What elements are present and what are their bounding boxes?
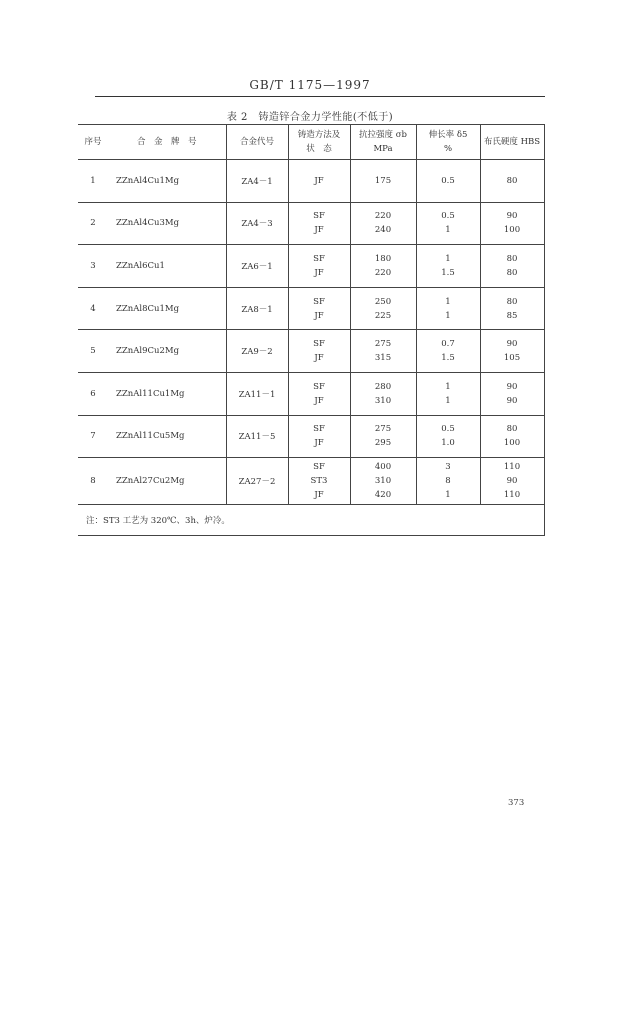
table-row <box>78 245 544 288</box>
alloy-grade-cell: ZZnAl4Cu1Mg <box>108 160 226 203</box>
tensile-cell-value: 310 <box>374 395 392 406</box>
hardness-cell-value: 80 <box>506 175 518 186</box>
elongation-cell-value: 1.5 <box>441 353 455 364</box>
table-row <box>78 372 544 415</box>
table-row <box>78 202 544 245</box>
seq-cell: 5 <box>78 330 108 373</box>
hardness-cell-value: 105 <box>503 353 521 364</box>
tensile-cell-value: 420 <box>374 490 392 501</box>
method-cell-value: JF <box>314 353 324 364</box>
hardness-cell <box>480 245 544 288</box>
hardness-cell <box>480 372 544 415</box>
elongation-cell-value: 1 <box>445 395 451 406</box>
tensile-cell <box>350 202 416 245</box>
hardness-cell <box>480 458 544 505</box>
tensile-cell <box>350 458 416 505</box>
elongation-cell-value: 1 <box>445 225 451 236</box>
method-cell-value: SF <box>313 339 325 350</box>
tensile-cell-value: 175 <box>374 175 392 186</box>
tensile-cell-value: 295 <box>374 438 392 449</box>
tensile-cell <box>350 415 416 458</box>
alloy-grade-cell: ZZnAl27Cu2Mg <box>108 458 226 505</box>
method-cell-value: JF <box>314 310 324 321</box>
col-header-elongation <box>416 125 480 160</box>
table-row <box>78 330 544 373</box>
method-cell-value: SF <box>313 211 325 222</box>
alloy-grade-cell: ZZnAl8Cu1Mg <box>108 287 226 330</box>
elongation-cell <box>416 330 480 373</box>
hardness-cell-value: 80 <box>506 424 518 435</box>
alloy-code-cell: ZA8－1 <box>226 287 288 330</box>
table-note-row <box>78 505 544 536</box>
elongation-cell-value: 0.5 <box>441 424 455 435</box>
elongation-cell-value: 1.5 <box>441 267 455 278</box>
table-row <box>78 160 544 203</box>
elongation-cell <box>416 160 480 203</box>
standard-code: GB/T 1175—1997 <box>249 78 371 92</box>
col-header-tensile-line2: MPa <box>373 144 393 154</box>
elongation-cell <box>416 458 480 505</box>
elongation-cell <box>416 202 480 245</box>
header-rule <box>95 96 545 97</box>
hardness-cell-value: 110 <box>503 490 521 501</box>
hardness-cell <box>480 287 544 330</box>
seq-cell: 7 <box>78 415 108 458</box>
alloy-code-cell: ZA6－1 <box>226 245 288 288</box>
col-header-tensile-line1: 抗拉强度 σb <box>359 130 407 140</box>
col-header-method <box>288 125 350 160</box>
tensile-cell-value: 280 <box>374 381 392 392</box>
table-row <box>78 287 544 330</box>
col-header-elongation-line2: % <box>443 144 453 154</box>
col-header-hardness: 布氏硬度 HBS <box>480 125 544 160</box>
method-cell <box>288 330 350 373</box>
hardness-cell-value: 80 <box>506 253 518 264</box>
tensile-cell-value: 275 <box>374 339 392 350</box>
elongation-cell-value: 0.7 <box>441 339 455 350</box>
method-cell <box>288 245 350 288</box>
tensile-cell <box>350 160 416 203</box>
method-cell-value: JF <box>314 175 324 186</box>
alloy-grade-cell: ZZnAl11Cu1Mg <box>108 372 226 415</box>
method-cell-value: SF <box>313 253 325 264</box>
method-cell <box>288 202 350 245</box>
hardness-cell-value: 80 <box>506 267 518 278</box>
table-note: 注：ST3 工艺为 320℃、3h、炉冷。 <box>78 505 544 536</box>
hardness-cell-value: 110 <box>503 462 521 473</box>
col-header-method-line2: 状 态 <box>306 144 332 154</box>
col-header-tensile <box>350 125 416 160</box>
alloy-grade-cell: ZZnAl9Cu2Mg <box>108 330 226 373</box>
alloy-code-cell: ZA4－1 <box>226 160 288 203</box>
method-cell-value: JF <box>314 267 324 278</box>
method-cell <box>288 160 350 203</box>
elongation-cell <box>416 245 480 288</box>
method-cell-value: JF <box>314 225 324 236</box>
hardness-cell-value: 90 <box>506 381 518 392</box>
tensile-cell-value: 250 <box>374 296 392 307</box>
method-cell-value: JF <box>314 490 324 501</box>
alloy-grade-cell: ZZnAl6Cu1 <box>108 245 226 288</box>
tensile-cell-value: 220 <box>374 267 392 278</box>
method-cell <box>288 415 350 458</box>
elongation-cell <box>416 287 480 330</box>
seq-cell: 8 <box>78 458 108 505</box>
elongation-cell-value: 1 <box>445 253 451 264</box>
method-cell <box>288 287 350 330</box>
hardness-cell-value: 90 <box>506 476 518 487</box>
method-cell <box>288 458 350 505</box>
tensile-cell-value: 315 <box>374 353 392 364</box>
col-header-method-line1: 铸造方法及 <box>297 130 341 140</box>
elongation-cell-value: 1.0 <box>441 438 455 449</box>
elongation-cell-value: 1 <box>445 310 451 321</box>
alloy-grade-cell: ZZnAl11Cu5Mg <box>108 415 226 458</box>
tensile-cell-value: 225 <box>374 310 392 321</box>
tensile-cell <box>350 372 416 415</box>
elongation-cell-value: 1 <box>445 490 451 501</box>
hardness-cell-value: 85 <box>506 310 518 321</box>
tensile-cell-value: 310 <box>374 476 392 487</box>
elongation-cell <box>416 372 480 415</box>
hardness-cell <box>480 160 544 203</box>
alloy-code-cell: ZA11－1 <box>226 372 288 415</box>
alloy-code-cell: ZA4－3 <box>226 202 288 245</box>
hardness-cell-value: 80 <box>506 296 518 307</box>
tensile-cell-value: 400 <box>374 462 392 473</box>
hardness-cell-value: 90 <box>506 339 518 350</box>
method-cell-value: JF <box>314 395 324 406</box>
tensile-cell <box>350 287 416 330</box>
seq-cell: 3 <box>78 245 108 288</box>
method-cell-value: SF <box>313 462 325 473</box>
hardness-cell-value: 100 <box>503 225 521 236</box>
elongation-cell-value: 3 <box>445 462 451 473</box>
tensile-cell <box>350 245 416 288</box>
hardness-cell <box>480 330 544 373</box>
elongation-cell-value: 1 <box>445 296 451 307</box>
hardness-cell-value: 90 <box>506 211 518 222</box>
method-cell-value: SF <box>313 424 325 435</box>
col-header-elongation-line1: 伸长率 δ5 <box>428 130 468 140</box>
seq-cell: 6 <box>78 372 108 415</box>
col-header-alloy-code: 合金代号 <box>226 125 288 160</box>
table-title: 表 2 铸造锌合金力学性能(不低于) <box>226 112 394 123</box>
tensile-cell-value: 220 <box>374 211 392 222</box>
seq-cell: 1 <box>78 160 108 203</box>
mechanical-properties-table <box>78 124 545 536</box>
hardness-cell <box>480 415 544 458</box>
tensile-cell <box>350 330 416 373</box>
alloy-code-cell: ZA11－5 <box>226 415 288 458</box>
elongation-cell-value: 8 <box>445 476 451 487</box>
page-number: 373 <box>508 798 525 808</box>
table-row <box>78 415 544 458</box>
method-cell-value: ST3 <box>310 476 328 487</box>
method-cell-value: SF <box>313 381 325 392</box>
table-row <box>78 458 544 505</box>
hardness-cell <box>480 202 544 245</box>
elongation-cell <box>416 415 480 458</box>
seq-cell: 4 <box>78 287 108 330</box>
method-cell-value: JF <box>314 438 324 449</box>
hardness-cell-value: 100 <box>503 438 521 449</box>
alloy-code-cell: ZA9－2 <box>226 330 288 373</box>
table-header-row <box>78 125 544 160</box>
alloy-code-cell: ZA27－2 <box>226 458 288 505</box>
seq-cell: 2 <box>78 202 108 245</box>
alloy-grade-cell: ZZnAl4Cu3Mg <box>108 202 226 245</box>
elongation-cell-value: 1 <box>445 381 451 392</box>
method-cell-value: SF <box>313 296 325 307</box>
tensile-cell-value: 275 <box>374 424 392 435</box>
method-cell <box>288 372 350 415</box>
col-header-seq: 序号 <box>78 125 108 160</box>
tensile-cell-value: 180 <box>374 253 392 264</box>
elongation-cell-value: 0.5 <box>441 175 455 186</box>
elongation-cell-value: 0.5 <box>441 211 455 222</box>
hardness-cell-value: 90 <box>506 395 518 406</box>
tensile-cell-value: 240 <box>374 225 392 236</box>
col-header-alloy-grade: 合 金 牌 号 <box>108 125 226 160</box>
